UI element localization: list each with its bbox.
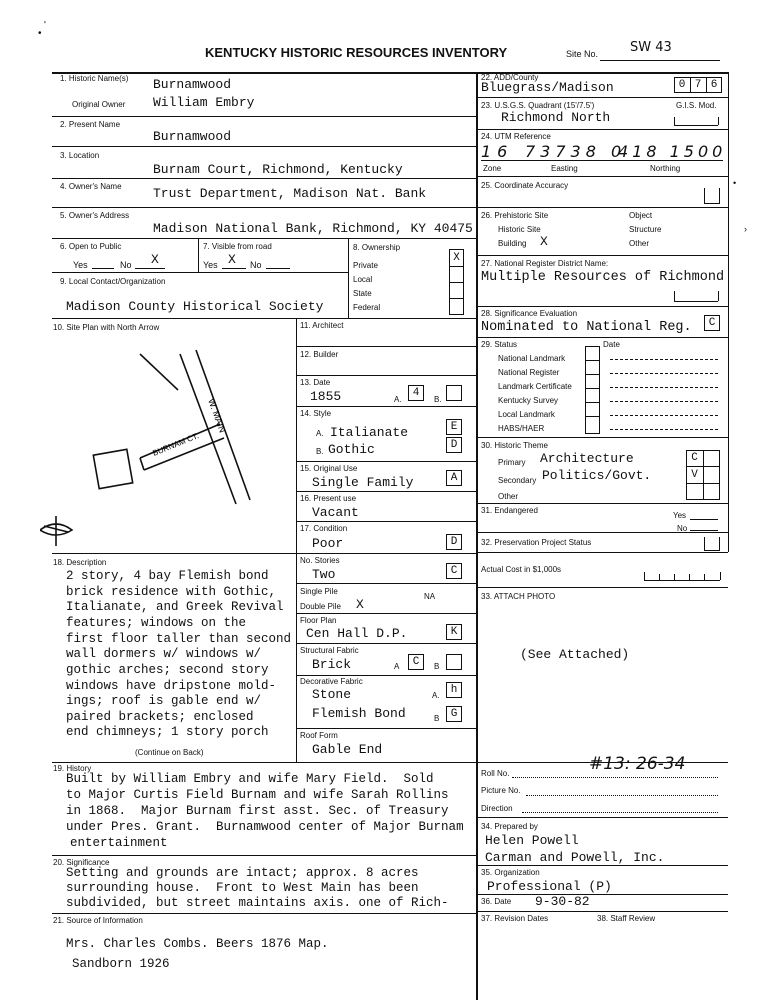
description-line: features; windows on the <box>66 616 247 630</box>
style-label: 14. Style <box>300 409 332 418</box>
historic-site-label: Historic Site <box>498 225 541 234</box>
historic-theme-label: 30. Historic Theme <box>481 441 548 450</box>
direction-label: Direction <box>481 804 513 813</box>
utm-easting: 73738 0 <box>525 142 627 161</box>
roof-form-value: Gable End <box>312 742 383 757</box>
utm-zone-label: Zone <box>483 164 502 173</box>
attach-photo-value: (See Attached) <box>520 647 630 662</box>
open-no-label: No <box>120 260 132 270</box>
status-label: 29. Status <box>481 340 518 349</box>
visible-yes-label: Yes <box>203 260 218 270</box>
open-yes-label: Yes <box>73 260 88 270</box>
theme-secondary-code: V <box>691 469 698 481</box>
attach-photo-label: 33. ATTACH PHOTO <box>481 592 556 601</box>
status-kentucky-survey: Kentucky Survey <box>498 396 559 405</box>
utm-northing: 418 1500 <box>618 142 727 161</box>
floor-plan-value: Cen Hall D.P. <box>306 626 408 641</box>
nr-district-value: Multiple Resources of Richmond <box>481 270 725 285</box>
style-a-value: Italianate <box>330 425 409 440</box>
source-line: Mrs. Charles Combs. Beers 1876 Map. <box>66 937 329 951</box>
description-label: 18. Description <box>53 558 107 567</box>
status-national-landmark: National Landmark <box>498 354 566 363</box>
building-label: Building <box>498 239 527 248</box>
ownership-private: Private <box>353 261 378 270</box>
style-b-code: D <box>450 439 458 451</box>
add-county-value: Bluegrass/Madison <box>481 80 614 95</box>
boundary-line <box>140 354 178 390</box>
structural-fabric-value: Brick <box>312 657 352 672</box>
edge-speck: • <box>733 178 737 188</box>
endangered-no: No <box>677 524 688 533</box>
description-line: paired brackets; enclosed <box>66 710 254 724</box>
decorative-b-label: B <box>434 714 440 723</box>
building-mark: X <box>540 234 548 249</box>
history-line: entertainment <box>70 836 168 850</box>
coordinate-accuracy-label: 25. Coordinate Accuracy <box>481 181 569 190</box>
prepared-by-label: 34. Prepared by <box>481 822 538 831</box>
actual-cost-label: Actual Cost in $1,000s <box>481 565 562 574</box>
picture-no-label: Picture No. <box>481 786 521 795</box>
prepared-by-name: Helen Powell <box>485 833 579 848</box>
stories-code: C <box>450 565 458 577</box>
source-line: Sandborn 1926 <box>72 957 170 971</box>
prepared-by-org: Carman and Powell, Inc. <box>485 850 665 865</box>
architect-label: 11. Architect <box>300 321 344 330</box>
status-landmark-certificate: Landmark Certificate <box>498 382 572 391</box>
staff-review-label: 38. Staff Review <box>597 914 656 923</box>
site-plan-sketch <box>40 340 296 550</box>
county-digit: 6 <box>710 79 718 91</box>
visible-from-road-label: 7. Visible from road <box>203 242 272 251</box>
significance-label: 20. Significance <box>53 858 110 867</box>
original-use-label: 15. Original Use <box>300 464 358 473</box>
house-footprint <box>93 449 132 488</box>
endangered-label: 31. Endangered <box>481 506 538 515</box>
date-a-label: A. <box>394 395 402 404</box>
status-national-register: National Register <box>498 368 560 377</box>
organization-value: Professional (P) <box>487 879 612 894</box>
add-county-label: 22. ADD/County <box>481 73 539 82</box>
location-value: Burnam Court, Richmond, Kentucky <box>153 162 403 177</box>
description-line: gothic arches; second story <box>66 663 269 677</box>
significance-eval-label: 28. Significance Evaluation <box>481 309 578 318</box>
decorative-b-code: G <box>450 708 458 720</box>
history-line: under Pres. Grant. Burnamwood center of Major Burnam <box>66 820 464 834</box>
significance-line: Setting and grounds are intact; approx. 8 acres <box>66 866 419 880</box>
ownership-federal: Federal <box>353 303 381 312</box>
history-line: Built by William Embry and wife Mary Field. Sold <box>66 772 434 786</box>
utm-northing-label: Northing <box>650 164 681 173</box>
location-label: 3. Location <box>60 151 100 160</box>
description-line: brick residence with Gothic, <box>66 585 277 599</box>
style-b-value: Gothic <box>328 442 375 457</box>
roll-no-value: #13: 26-34 <box>589 754 686 774</box>
site-plan-label: 10. Site Plan with North Arrow <box>53 323 160 332</box>
builder-label: 12. Builder <box>300 350 339 359</box>
fabric-a-label: A <box>394 662 400 671</box>
status-local-landmark: Local Landmark <box>498 410 555 419</box>
form-title: KENTUCKY HISTORIC RESOURCES INVENTORY <box>205 45 508 60</box>
stories-label: No. Stories <box>300 556 340 565</box>
pile-na: NA <box>424 592 436 601</box>
double-pile-mark: X <box>356 597 364 612</box>
description-line: windows have dripstone mold- <box>66 679 277 693</box>
status-habs-haer: HABS/HAER <box>498 424 545 433</box>
roof-form-label: Roof Form <box>300 731 338 740</box>
description-line: Italianate, and Greek Revival <box>66 600 284 614</box>
stories-value: Two <box>312 567 336 582</box>
open-to-public-label: 6. Open to Public <box>60 242 122 251</box>
decorative-a-label: A. <box>432 691 440 700</box>
original-owner-value: William Embry <box>153 95 255 110</box>
county-digit: 7 <box>694 79 702 91</box>
significance-eval-value: Nominated to National Reg. <box>481 320 692 335</box>
description-line: end chimneys; 1 story porch <box>66 725 269 739</box>
owner-address-label: 5. Owner's Address <box>60 211 130 220</box>
form-date-label: 36. Date <box>481 897 512 906</box>
original-use-value: Single Family <box>312 475 414 490</box>
condition-label: 17. Condition <box>300 524 348 533</box>
ownership-private-mark: X <box>453 252 460 264</box>
site-no-label: Site No. <box>566 49 599 59</box>
description-line: ings; roof is gable end w/ <box>66 694 262 708</box>
ownership-label: 8. Ownership <box>353 243 401 252</box>
ownership-state: State <box>353 289 372 298</box>
stray-mark: ' <box>44 20 46 31</box>
w-main-label: W. MAIN <box>206 397 228 435</box>
date-a-code: 4 <box>412 387 420 399</box>
utm-easting-label: Easting <box>551 164 578 173</box>
fabric-a-code: C <box>412 656 420 668</box>
style-a-code: E <box>450 421 458 433</box>
endangered-yes: Yes <box>673 511 687 520</box>
burnam-ct-label: BURNAM CT. <box>151 431 201 458</box>
present-name-label: 2. Present Name <box>60 120 121 129</box>
visible-no-label: No <box>250 260 262 270</box>
utm-label: 24. UTM Reference <box>481 132 551 141</box>
theme-primary-label: Primary <box>498 458 526 467</box>
decorative-a-code: h <box>450 684 458 696</box>
original-owner-label: Original Owner <box>72 100 126 109</box>
owner-name-value: Trust Department, Madison Nat. Bank <box>153 186 427 201</box>
usgs-quadrant-label: 23. U.S.G.S. Quadrant (15'/7.5') <box>481 101 595 110</box>
date-value: 1855 <box>310 389 342 404</box>
prehistoric-site-label: 26. Prehistoric Site <box>481 211 549 220</box>
theme-secondary-label: Secondary <box>498 476 537 485</box>
style-a-label: A. <box>316 429 324 438</box>
site-no-value: SW 43 <box>630 40 672 55</box>
single-pile-label: Single Pile <box>300 587 338 596</box>
history-label: 19. History <box>53 764 92 773</box>
floor-plan-code: K <box>450 626 458 638</box>
ownership-local: Local <box>353 275 373 284</box>
other-label: Other <box>629 239 650 248</box>
theme-primary-code: C <box>691 452 698 464</box>
decorative-a-value: Stone <box>312 687 352 702</box>
description-line: 2 story, 4 bay Flemish bond <box>66 569 269 583</box>
source-label: 21. Source of Information <box>53 916 143 925</box>
roll-no-label: Roll No. <box>481 769 510 778</box>
gis-mod-label: G.I.S. Mod. <box>676 101 717 110</box>
nr-district-label: 27. National Register District Name: <box>481 259 609 268</box>
local-contact-label: 9. Local Contact/Organization <box>60 277 166 286</box>
present-use-label: 16. Present use <box>300 494 357 503</box>
continue-on-back: (Continue on Back) <box>135 748 204 757</box>
utm-zone: 16 <box>481 142 514 161</box>
owner-address-value: Madison National Bank, Richmond, KY 40475 <box>153 221 473 236</box>
style-b-label: B. <box>316 447 324 456</box>
local-contact-value: Madison County Historical Society <box>66 299 324 314</box>
significance-line: subdivided, but street maintains axis. one of Rich- <box>66 896 449 910</box>
date-label: 13. Date <box>300 378 331 387</box>
significance-eval-code: C <box>708 317 716 329</box>
present-name-value: Burnamwood <box>153 129 232 144</box>
theme-primary-value: Architecture <box>540 451 634 466</box>
stray-mark: • <box>38 28 42 39</box>
historic-name-label: 1. Historic Name(s) <box>60 74 129 83</box>
description-line: wall dormers w/ windows w/ <box>66 647 262 661</box>
decorative-b-value: Flemish Bond <box>312 706 406 721</box>
historic-name-value: Burnamwood <box>153 77 232 92</box>
visible-yes-mark: X <box>228 252 236 267</box>
condition-value: Poor <box>312 536 344 551</box>
original-use-code: A <box>450 472 458 484</box>
theme-secondary-value: Politics/Govt. <box>542 468 652 483</box>
date-b-label: B. <box>434 395 442 404</box>
condition-code: D <box>450 536 458 548</box>
description-line: first floor taller than second <box>66 632 292 646</box>
significance-line: surrounding house. Front to West Main has been <box>66 881 419 895</box>
open-no-mark: X <box>151 252 159 267</box>
double-pile-label: Double Pile <box>300 602 341 611</box>
owner-name-label: 4. Owner's Name <box>60 182 122 191</box>
organization-label: 35. Organization <box>481 868 540 877</box>
county-digit: 0 <box>678 79 686 91</box>
status-date-label: Date <box>603 340 620 349</box>
history-line: in 1868. Major Burnam first asst. Sec. of Treasury <box>66 804 449 818</box>
structural-fabric-label: Structural Fabric <box>300 646 359 655</box>
object-label: Object <box>629 211 653 220</box>
decorative-fabric-label: Decorative Fabric <box>300 677 363 686</box>
floor-plan-label: Floor Plan <box>300 616 337 625</box>
usgs-quadrant-value: Richmond North <box>501 110 611 125</box>
revision-dates-label: 37. Revision Dates <box>481 914 549 923</box>
present-use-value: Vacant <box>312 505 359 520</box>
fabric-b-label: B <box>434 662 440 671</box>
structure-label: Structure <box>629 225 662 234</box>
history-line: to Major Curtis Field Burnam and wife Sarah Rollins <box>66 788 449 802</box>
edge-speck: › <box>744 224 747 234</box>
preservation-status-label: 32. Preservation Project Status <box>481 538 592 547</box>
theme-other-label: Other <box>498 492 519 501</box>
form-date-value: 9-30-82 <box>535 894 590 909</box>
